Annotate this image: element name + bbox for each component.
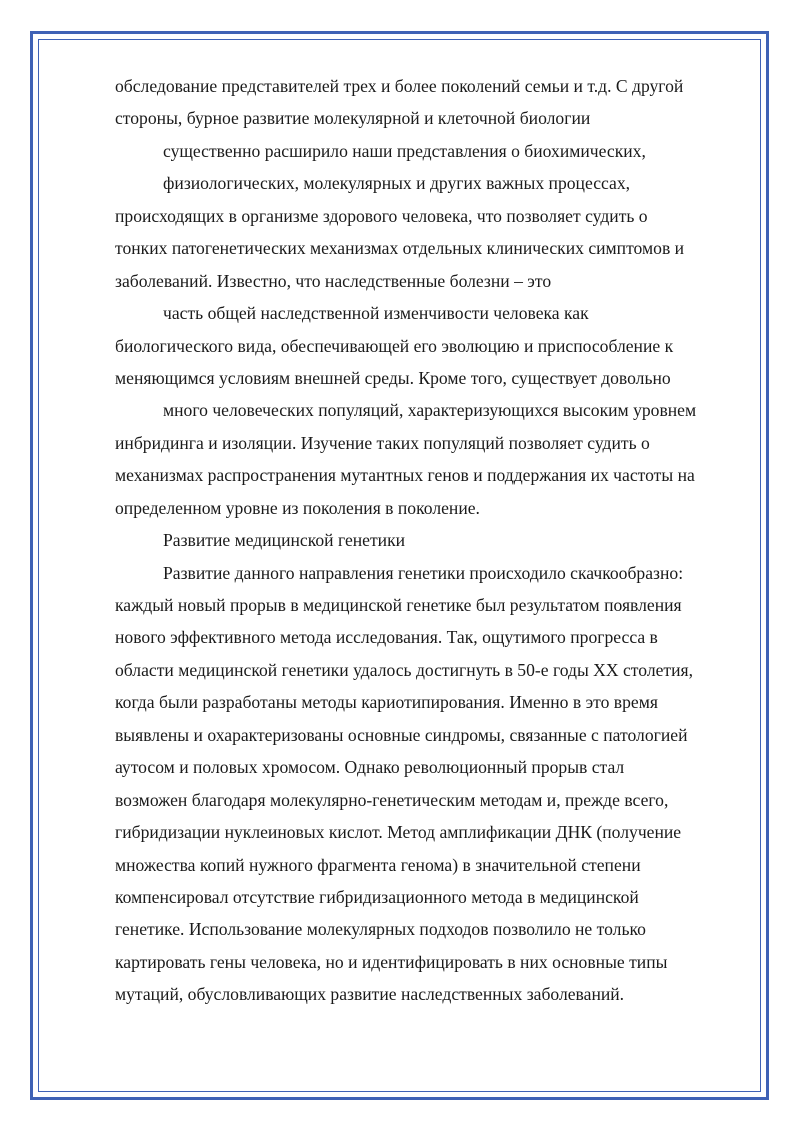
text-line: генетике. Использование молекулярных подходов позволило не только [115,919,646,940]
text-line: стороны, бурное развитие молекулярной и клеточной биологии [115,108,591,129]
text-line: каждый новый прорыв в медицинской генетике был результатом появления [115,595,682,615]
document-body [115,70,745,1011]
text-line: определенном уровне из поколения в поколение. [115,497,480,518]
text-line: аутосом и половых хромосом. Однако революционный прорыв стал [115,757,625,778]
text-line: когда были разработаны методы кариотипирования. Именно в это время [115,692,658,713]
text-line: инбридинга и изоляции. Изучение таких популяций позволяет судить о [115,432,650,453]
text-line: Развитие данного направления генетики происходило скачкообразно: [163,562,684,583]
text-line: множества копий нужного фрагмента генома) в значительной степени [115,854,641,875]
text-line: происходящих в организме здорового человека, что позволяет судить о [115,205,648,226]
text-line: существенно расширило наши представления о биохимических, [163,140,646,161]
text-line: области медицинской генетики удалось достигнуть в 50-е годы XX столетия, [115,659,694,680]
text-line: гибридизации нуклеиновых кислот. Метод амплификации ДНК (получение [115,822,682,843]
text-line: мутаций, обусловливающих развитие наследственных заболеваний. [115,984,625,1005]
text-line: биологического вида, обеспечивающей его эволюцию и приспособление к [115,335,674,356]
text-line: обследование представителей трех и более поколений семьи и т.д. С другой [115,76,684,96]
text-line: физиологических, молекулярных и других важных процессах, [163,173,631,194]
text-line: тонких патогенетических механизмах отдельных клинических симптомов и [115,238,685,259]
text-line: много человеческих популяций, характеризующихся высоким уровнем [163,400,697,421]
text-line: компенсировал отсутствие гибридизационного метода в медицинской [115,886,639,907]
text-line: Развитие медицинской генетики [163,530,406,551]
text-line: механизмах распространения мутантных генов и поддержания их частоты на [115,465,695,486]
text-line: нового эффективного метода исследования. Так, ощутимого прогресса в [115,627,658,648]
text-line: выявлены и охарактеризованы основные синдромы, связанные с патологией [115,724,688,745]
text-line: заболеваний. Известно, что наследственные болезни – это [115,270,552,291]
text-line: меняющимся условиям внешней среды. Кроме того, существует довольно [115,367,671,388]
text-line: картировать гены человека, но и идентифицировать в них основные типы [115,951,668,972]
text-line: часть общей наследственной изменчивости человека как [163,303,589,324]
text-line: возможен благодаря молекулярно-генетическим методам и, прежде всего, [115,789,669,810]
